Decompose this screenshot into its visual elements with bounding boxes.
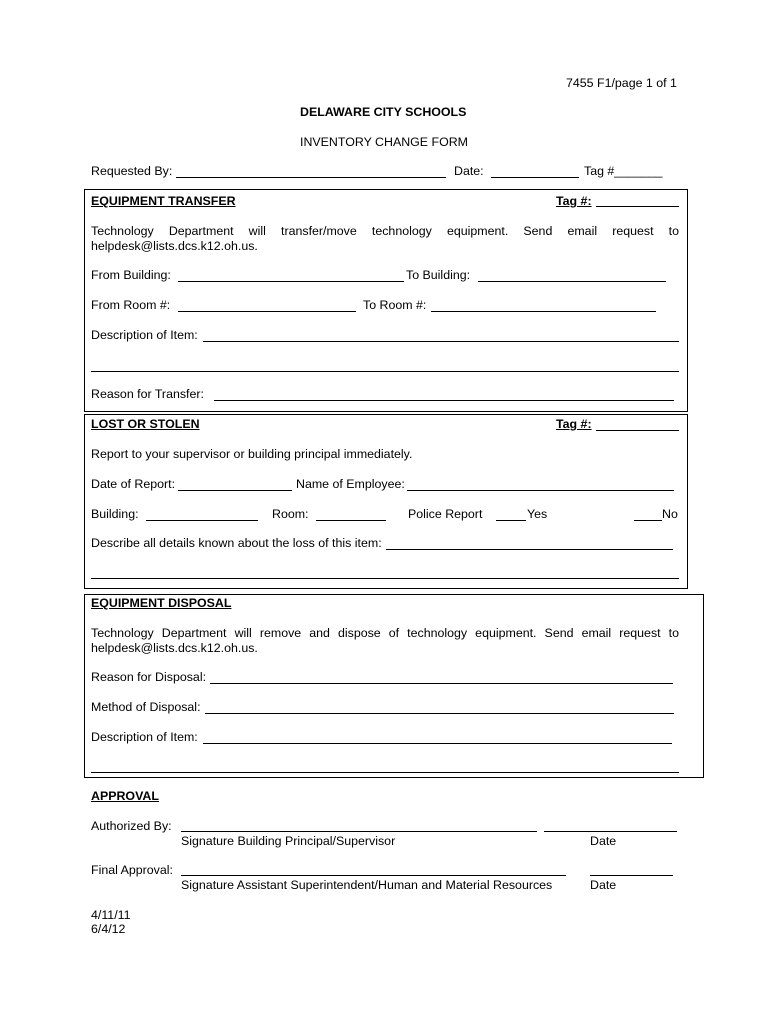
transfer-reason-label: Reason for Transfer: (91, 387, 204, 401)
lost-room-label: Room: (272, 507, 309, 521)
transfer-reason-field[interactable] (214, 400, 674, 401)
final-approval-label: Final Approval: (91, 863, 173, 877)
police-report-no-label: No (662, 507, 678, 521)
final-approval-signature-field[interactable] (181, 875, 566, 876)
to-building-field[interactable] (478, 281, 666, 282)
form-title: INVENTORY CHANGE FORM (300, 135, 468, 149)
name-of-employee-field[interactable] (407, 490, 674, 491)
lost-tag-field[interactable] (596, 430, 679, 431)
date-of-report-label: Date of Report: (91, 477, 176, 491)
disposal-helpdesk-email: helpdesk@lists.dcs.k12.oh.us. (91, 641, 258, 655)
page-reference: 7455 F1/page 1 of 1 (566, 76, 677, 90)
final-approval-date-field[interactable] (590, 875, 673, 876)
disposal-item-description-field[interactable] (203, 743, 672, 744)
police-report-no-field[interactable] (634, 520, 662, 521)
equipment-disposal-section (84, 594, 704, 778)
name-of-employee-label: Name of Employee: (296, 477, 405, 491)
from-room-field[interactable] (178, 311, 356, 312)
transfer-item-description-label: Description of Item: (91, 328, 198, 342)
transfer-tag-label: Tag #: (556, 194, 592, 208)
date-of-report-field[interactable] (178, 490, 292, 491)
loss-details-label: Describe all details known about the loss of this item: (91, 536, 382, 550)
disposal-method-field[interactable] (205, 713, 674, 714)
disposal-reason-label: Reason for Disposal: (91, 670, 207, 684)
requested-by-label: Requested By: (91, 164, 173, 178)
signature-principal-caption: Signature Building Principal/Supervisor (181, 834, 396, 848)
equipment-transfer-title: EQUIPMENT TRANSFER (91, 194, 236, 208)
transfer-item-description-field[interactable] (203, 341, 679, 342)
to-room-label: To Room #: (363, 298, 427, 312)
date-label: Date: (454, 164, 484, 178)
disposal-item-description-field-2[interactable] (91, 772, 679, 773)
lost-room-field[interactable] (316, 520, 386, 521)
authorized-by-signature-field[interactable] (181, 831, 537, 832)
disposal-item-description-label: Description of Item: (91, 730, 198, 744)
transfer-description-text: Technology Department will transfer/move technology equipment. Send email request to (91, 224, 679, 238)
to-room-field[interactable] (431, 311, 656, 312)
from-building-label: From Building: (91, 268, 171, 282)
requested-by-field[interactable] (176, 177, 446, 178)
lost-building-field[interactable] (146, 520, 258, 521)
loss-details-field[interactable] (386, 549, 673, 550)
lost-or-stolen-section (84, 414, 688, 589)
lost-or-stolen-title: LOST OR STOLEN (91, 417, 200, 431)
police-report-yes-field[interactable] (496, 520, 526, 521)
revision-date-1: 4/11/11 (91, 908, 131, 922)
police-report-label: Police Report (408, 507, 483, 521)
from-building-field[interactable] (178, 281, 404, 282)
lost-tag-label: Tag #: (556, 417, 592, 431)
date-field[interactable] (491, 177, 579, 178)
loss-details-field-2[interactable] (91, 578, 679, 579)
disposal-method-label: Method of Disposal: (91, 700, 201, 714)
revision-date-2: 6/4/12 (91, 922, 126, 936)
transfer-helpdesk-email: helpdesk@lists.dcs.k12.oh.us. (91, 239, 258, 253)
lost-building-label: Building: (91, 507, 139, 521)
date-caption-1: Date (590, 834, 617, 848)
transfer-item-description-field-2[interactable] (91, 371, 679, 372)
equipment-disposal-title: EQUIPMENT DISPOSAL (91, 596, 232, 610)
disposal-description-text: Technology Department will remove and dispose of technology equipment. Send email request to (91, 626, 679, 640)
to-building-label: To Building: (406, 268, 471, 282)
police-report-yes-label: Yes (527, 507, 548, 521)
approval-title: APPROVAL (91, 789, 159, 803)
from-room-label: From Room #: (91, 298, 171, 312)
date-caption-2: Date (590, 878, 617, 892)
transfer-tag-field[interactable] (596, 206, 679, 207)
authorized-by-label: Authorized By: (91, 819, 172, 833)
organization-name: DELAWARE CITY SCHOOLS (300, 105, 467, 119)
signature-superintendent-caption: Signature Assistant Superintendent/Human and Material Resources (181, 878, 553, 892)
header-tag-label: Tag #_______ (584, 164, 663, 178)
disposal-reason-field[interactable] (210, 683, 673, 684)
lost-instruction-text: Report to your supervisor or building principal immediately. (91, 447, 413, 461)
authorized-by-date-field[interactable] (544, 831, 677, 832)
